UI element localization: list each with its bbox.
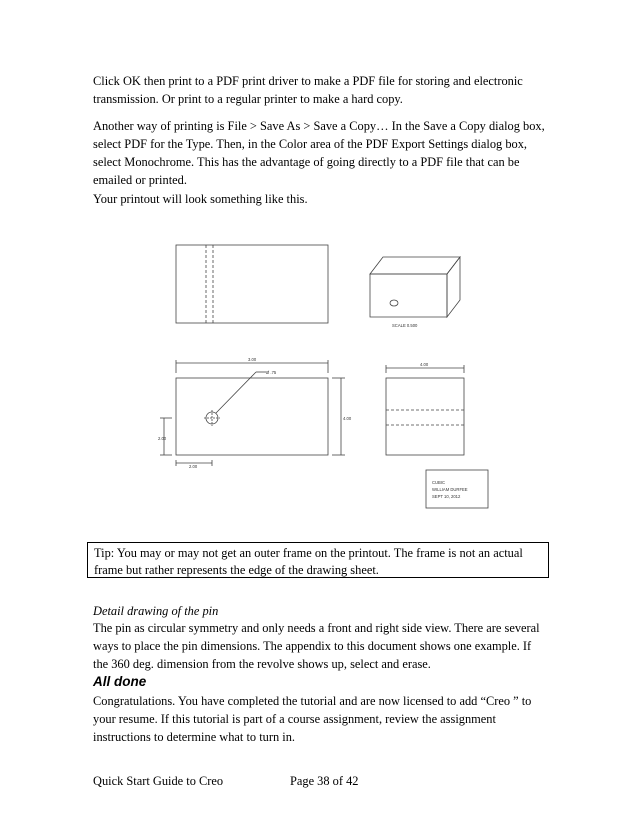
dim-side-label: 4.00 <box>343 416 352 421</box>
scale-label: SCALE 0.500 <box>392 323 418 328</box>
dim-top-label: 3.00 <box>248 357 257 362</box>
title-block-line-3: SEPT 10, 2012 <box>432 494 461 499</box>
paragraph-save-copy: Another way of printing is File > Save As > Save a Copy… In the Save a Copy dialog box, select PDF for the Type. Then, in the Color area of the PDF Export Settings dialog box, select Monochrome. This has the advantage of going directly to a PDF file that can be emailed or printed. <box>93 119 545 187</box>
iso-front-face <box>370 274 447 317</box>
paragraph-printout: Your printout will look something like this. <box>93 192 308 206</box>
detail-title: Detail drawing of the pin <box>93 604 219 618</box>
side-view-rect <box>386 378 464 455</box>
iso-side-face <box>447 257 460 317</box>
footer-page-number: Page 38 of 42 <box>290 774 359 788</box>
footer-title: Quick Start Guide to Creo <box>93 774 224 788</box>
title-block-line-2: WILLIAM DURFEE <box>432 487 468 492</box>
dim-bottom-label: 2.00 <box>189 464 198 469</box>
detail-body: The pin as circular symmetry and only needs a front and right side view. There are several ways to place the pin dimensions. The appendix to this document shows one example. If the 360 deg. dimension from the revolve shows up, select and erase. <box>93 621 540 671</box>
front-view-rect <box>176 378 328 455</box>
dim-right-top-label: 4.00 <box>420 362 429 367</box>
printout-drawing <box>140 232 520 532</box>
iso-top-face <box>370 257 460 274</box>
all-done-heading: All done <box>93 674 147 689</box>
dim-hole-label: Ø .75 <box>266 370 277 375</box>
paragraph-print-pdf: Click OK then print to a PDF print driver to make a PDF file for storing and electronic transmission. Or print to a regular printer to make a hard copy. <box>93 74 523 106</box>
all-done-body: Congratulations. You have completed the tutorial and are now licensed to add “Creo ” to your resume. If this tutorial is part of a course assignment, review the assignment instructions to determine what to turn in. <box>93 694 532 744</box>
top-view-rect <box>176 245 328 323</box>
title-block-line-1: CUBIC <box>432 480 446 485</box>
tip-box: Tip: You may or may not get an outer frame on the printout. The frame is not an actual frame but rather represents the edge of the drawing sheet. <box>87 542 549 578</box>
dim-left-label: 2.00 <box>158 436 167 441</box>
